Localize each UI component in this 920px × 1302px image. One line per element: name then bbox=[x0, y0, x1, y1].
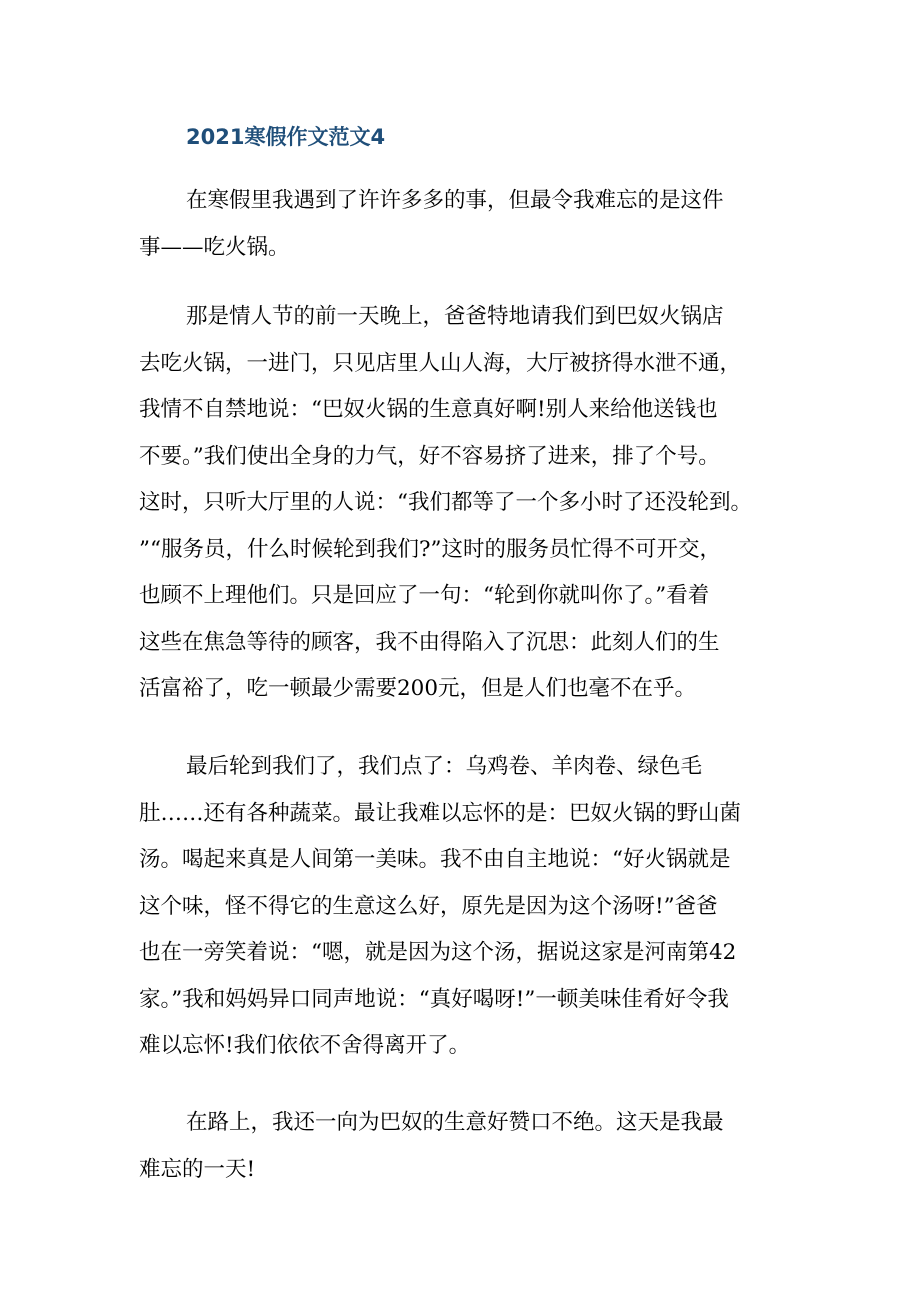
paragraph-line: 这些在焦急等待的顾客，我不由得陷入了沉思：此刻人们的生 bbox=[139, 629, 720, 655]
paragraph-line: 去吃火锅，一进门，只见店里人山人海，大厅被挤得水泄不通， bbox=[139, 350, 742, 376]
paragraph-line: 我情不自禁地说：“巴奴火锅的生意真好啊!别人来给他送钱也 bbox=[139, 397, 718, 422]
paragraph-1 bbox=[139, 178, 724, 271]
paragraph-line: 活富裕了，吃一顿最少需要200元，但是人们也毫不在乎。 bbox=[139, 676, 697, 701]
paragraph-line: 也在一旁笑着说：“嗯，就是因为这个汤，据说这家是河南第42 bbox=[139, 940, 737, 965]
paragraph-line: 在路上，我还一向为巴奴的生意好赞口不绝。这天是我最 bbox=[186, 1110, 724, 1135]
paragraph-line: 汤。喝起来真是人间第一美味。我不由自主地说：“好火锅就是 bbox=[139, 847, 731, 872]
paragraph-line: 不要。”我们使出全身的力气，好不容易挤了进来，排了个号。 bbox=[139, 443, 720, 469]
paragraph-2 bbox=[139, 294, 752, 713]
paragraph-line: 这个味，怪不得它的生意这么好，原先是因为这个汤呀!”爸爸 bbox=[139, 893, 718, 919]
paragraph-4 bbox=[139, 1100, 724, 1193]
paragraph-line: 事——吃火锅。 bbox=[139, 234, 290, 260]
paragraph-line: 最后轮到我们了，我们点了：乌鸡卷、羊肉卷、绿色毛 bbox=[186, 754, 703, 779]
paragraph-line: 难以忘怀!我们依依不舍得离开了。 bbox=[139, 1033, 471, 1058]
paragraph-line: 难忘的一天! bbox=[139, 1156, 256, 1182]
paragraph-line: 也顾不上理他们。只是回应了一句：“轮到你就叫你了。”看着 bbox=[139, 583, 710, 608]
paragraph-line: ”“服务员，什么时候轮到我们?”这时的服务员忙得不可开交， bbox=[139, 536, 722, 562]
paragraph-line: 家。”我和妈妈异口同声地说：“真好喝呀!”一顿美味佳肴好令我 bbox=[139, 986, 729, 1012]
paragraph-line: 肚……还有各种蔬菜。最让我难以忘怀的是：巴奴火锅的野山菌 bbox=[139, 800, 742, 826]
essay-title: 2021寒假作文范文4 bbox=[186, 125, 386, 149]
paragraph-line: 这时，只听大厅里的人说：“我们都等了一个多小时了还没轮到。 bbox=[139, 490, 752, 515]
paragraph-line: 那是情人节的前一天晚上，爸爸特地请我们到巴奴火锅店 bbox=[186, 304, 724, 329]
paragraph-3 bbox=[139, 744, 741, 1070]
paragraph-line: 在寒假里我遇到了许许多多的事，但最令我难忘的是这件 bbox=[186, 188, 724, 213]
